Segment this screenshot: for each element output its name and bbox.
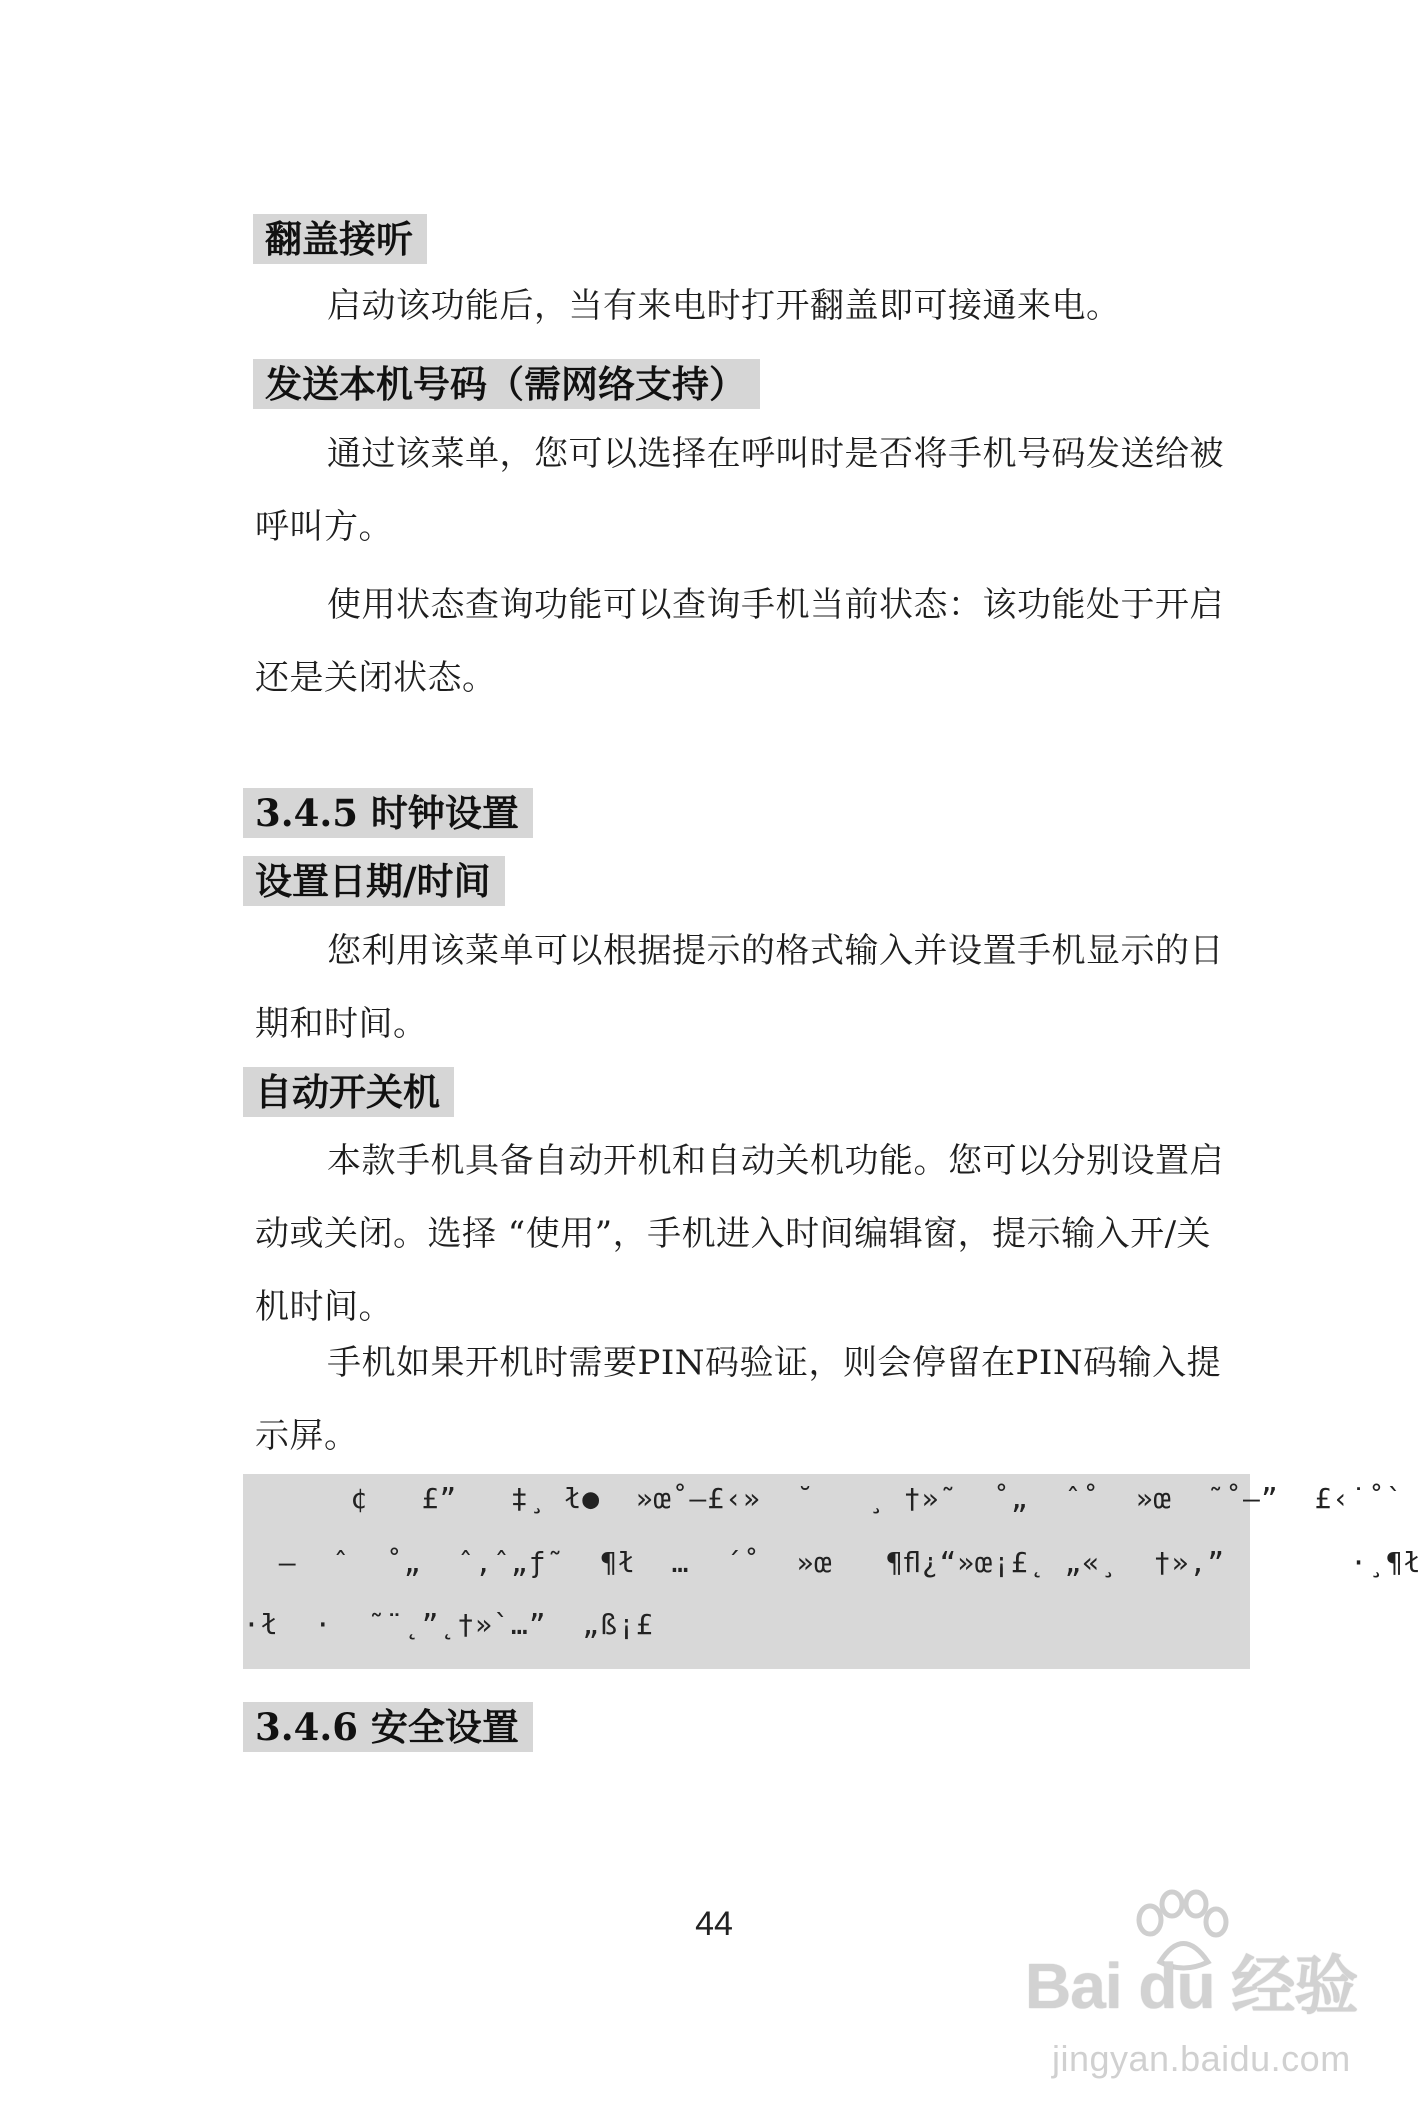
paragraph-date-time: 您利用该菜单可以根据提示的格式输入并设置手机显示的日期和时间。	[255, 931, 1224, 1044]
paragraph-auto-power-1: 本款手机具备自动开机和自动关机功能。您可以分别设置启动或关闭。选择 “使用”，手机进入时间编辑窗，提示输入开/关机时间。	[255, 1141, 1224, 1327]
page-number: 44	[695, 1905, 733, 1943]
section-heading-security: 3.4.6 安全设置	[243, 1702, 533, 1752]
note-box	[243, 1474, 1422, 1669]
section-heading-send-number: 发送本机号码（需网络支持）	[253, 359, 760, 409]
paragraph-auto-power-2: 手机如果开机时需要PIN码验证，则会停留在PIN码输入提示屏。	[255, 1343, 1222, 1456]
note-line: ·ł · ˜¨˛”˛†»`…” „ß¡£	[243, 1608, 654, 1641]
paragraph-flip-answer: 启动该功能后，当有来电时打开翻盖即可接通来电。	[327, 286, 1121, 326]
baidu-watermark	[1010, 1890, 1410, 2090]
note-line: ¢ £” ‡¸ ł● »œ˚–£‹» ˘ ¸ †»˜ ˚„ ˆ˚ »œ ˜˚–” £‹˙˚`	[243, 1482, 1404, 1515]
section-heading-date-time: 设置日期/时间	[243, 856, 505, 906]
section-heading-auto-power: 自动开关机	[243, 1067, 454, 1117]
paragraph-send-number-2: 使用状态查询功能可以查询手机当前状态：该功能处于开启还是关闭状态。	[255, 585, 1224, 698]
section-heading-flip-answer: 翻盖接听	[253, 214, 427, 264]
section-heading-clock: 3.4.5 时钟设置	[243, 788, 533, 838]
watermark-url: jingyan.baidu.com	[1052, 2038, 1351, 2079]
watermark-logo-text: Bai du 经验	[1025, 1950, 1358, 2022]
note-line: – ˆ ˚„ ˆ‚ˆ„ƒ˜ ¶ł … ´˚ »œ ¶ﬂ¿“»œ¡£˛ „«¸ †»‚” ·¸¶ł	[243, 1546, 1422, 1579]
paragraph-send-number-1: 通过该菜单，您可以选择在呼叫时是否将手机号码发送给被呼叫方。	[255, 434, 1224, 547]
